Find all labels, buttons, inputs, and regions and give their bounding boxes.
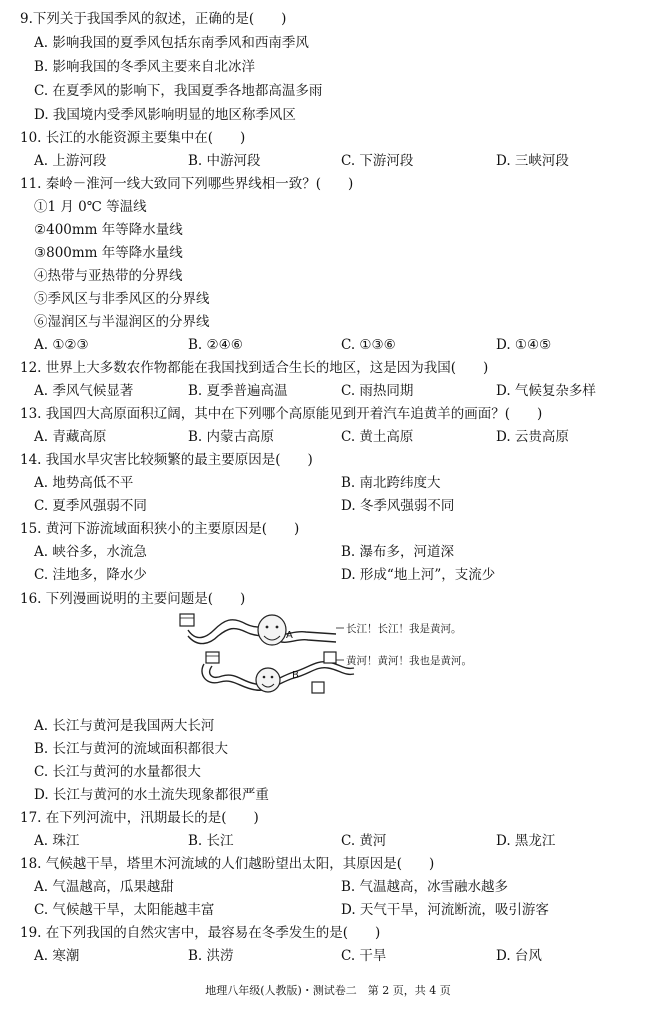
page-footer: 地理八年级(人教版)・测试卷二 第 2 页，共 4 页 (205, 984, 451, 997)
river-source-bucket-lower (206, 652, 219, 663)
river-source-bucket-left (180, 614, 194, 626)
q18-option-c: C. 气候越干旱，太阳能越丰富 (34, 902, 215, 918)
q15-stem: 15. 黄河下游流域面积狭小的主要原因是( ) (20, 521, 300, 537)
q16-stem: 16. 下列漫画说明的主要问题是( ) (20, 591, 246, 607)
q15-option-d: D. 形成“地上河”，支流少 (341, 567, 496, 583)
q12-option-b: B. 夏季普遍高温 (188, 383, 288, 399)
label-a: A (286, 630, 293, 641)
q18-stem: 18. 气候越干旱，塔里木河流域的人们越盼望出太阳，其原因是( ) (20, 856, 435, 872)
q9-option-a: A. 影响我国的夏季风包括东南季风和西南季风 (34, 35, 309, 51)
q19-option-a: A. 寒潮 (34, 948, 80, 964)
q18-option-a: A. 气温越高，瓜果越甜 (34, 879, 174, 895)
q19-option-c: C. 干旱 (341, 948, 387, 964)
q13-option-a: A. 青藏高原 (34, 429, 107, 445)
q13-option-b: B. 内蒙古高原 (188, 429, 275, 445)
label-b: B (292, 670, 299, 681)
q11-option-a: A. ①②③ (34, 337, 89, 353)
q11-option-c: C. ①③⑥ (341, 337, 396, 353)
q11-item-4: ④热带与亚热带的分界线 (34, 268, 183, 284)
q14-option-a: A. 地势高低不平 (34, 475, 134, 491)
q18-option-d: D. 天气干旱，河流断流，吸引游客 (341, 902, 549, 918)
river-mouth-bucket-a (324, 652, 336, 663)
q11-item-2: ②400mm 年等降水量线 (34, 222, 183, 238)
q17-option-b: B. 长江 (188, 833, 234, 849)
q11-item-1: ①1 月 0℃ 等温线 (34, 199, 147, 215)
q11-stem: 11. 秦岭－淮河一线大致同下列哪些界线相一致？( ) (20, 176, 354, 192)
q13-option-d: D. 云贵高原 (496, 429, 569, 445)
q11-option-b: B. ②④⑥ (188, 337, 243, 353)
caption-b: 黄河！黄河！我也是黄河。 (346, 655, 472, 667)
q9-stem: 9.下列关于我国季风的叙述，正确的是( ) (20, 11, 287, 27)
q14-option-d: D. 冬季风强弱不同 (341, 498, 455, 514)
q10-stem: 10. 长江的水能资源主要集中在( ) (20, 130, 246, 146)
q9-option-d: D. 我国境内受季风影响明显的地区称季风区 (34, 107, 296, 123)
q10-option-d: D. 三峡河段 (496, 153, 569, 169)
q10-option-b: B. 中游河段 (188, 153, 261, 169)
q17-option-a: A. 珠江 (34, 833, 80, 849)
river-figure-top (258, 615, 286, 645)
q18-option-b: B. 气温越高，冰雪融水越多 (341, 879, 509, 895)
caption-a: 长江！长江！我是黄河。 (346, 623, 462, 635)
q11-option-d: D. ①④⑤ (496, 337, 552, 353)
q12-stem: 12. 世界上大多数农作物都能在我国找到适合生长的地区，这是因为我国( ) (20, 360, 489, 376)
q17-option-c: C. 黄河 (341, 833, 387, 849)
q12-option-c: C. 雨热同期 (341, 383, 414, 399)
q17-stem: 17. 在下列河流中，汛期最长的是( ) (20, 810, 259, 826)
q13-option-c: C. 黄土高原 (341, 429, 414, 445)
q12-option-a: A. 季风气候显著 (34, 383, 134, 399)
q19-option-d: D. 台风 (496, 948, 542, 964)
q14-stem: 14. 我国水旱灾害比较频繁的最主要原因是( ) (20, 452, 313, 468)
q15-option-c: C. 洼地多，降水少 (34, 567, 147, 583)
q10-option-c: C. 下游河段 (341, 153, 414, 169)
q19-option-b: B. 洪涝 (188, 948, 234, 964)
river-cartoon-illustration (176, 608, 536, 704)
q9-option-c: C. 在夏季风的影响下，我国夏季各地都高温多雨 (34, 83, 323, 99)
q16-option-a: A. 长江与黄河是我国两大长河 (34, 718, 215, 734)
yellow-river-bank (210, 662, 354, 685)
q12-option-d: D. 气候复杂多样 (496, 383, 596, 399)
q13-stem: 13. 我国四大高原面积辽阔，其中在下列哪个高原能见到开着汽车追黄羊的画面？( ) (20, 406, 543, 422)
q14-option-b: B. 南北跨纬度大 (341, 475, 441, 491)
q16-option-c: C. 长江与黄河的水量都很大 (34, 764, 201, 780)
q14-option-c: C. 夏季风强弱不同 (34, 498, 147, 514)
q15-option-a: A. 峡谷多，水流急 (34, 544, 147, 560)
q11-item-3: ③800mm 年等降水量线 (34, 245, 183, 261)
q17-option-d: D. 黑龙江 (496, 833, 556, 849)
q15-option-b: B. 瀑布多，河道深 (341, 544, 455, 560)
q11-item-6: ⑥湿润区与半湿润区的分界线 (34, 314, 210, 330)
river-figure-bottom (256, 668, 280, 692)
q11-item-5: ⑤季风区与非季风区的分界线 (34, 291, 210, 307)
river-mouth-bucket-b (312, 682, 324, 693)
q10-option-a: A. 上游河段 (34, 153, 107, 169)
q16-option-b: B. 长江与黄河的流域面积都很大 (34, 741, 229, 757)
q19-stem: 19. 在下列我国的自然灾害中，最容易在冬季发生的是( ) (20, 925, 381, 941)
q9-option-b: B. 影响我国的冬季风主要来自北冰洋 (34, 59, 256, 75)
q16-option-d: D. 长江与黄河的水土流失现象都很严重 (34, 787, 269, 803)
